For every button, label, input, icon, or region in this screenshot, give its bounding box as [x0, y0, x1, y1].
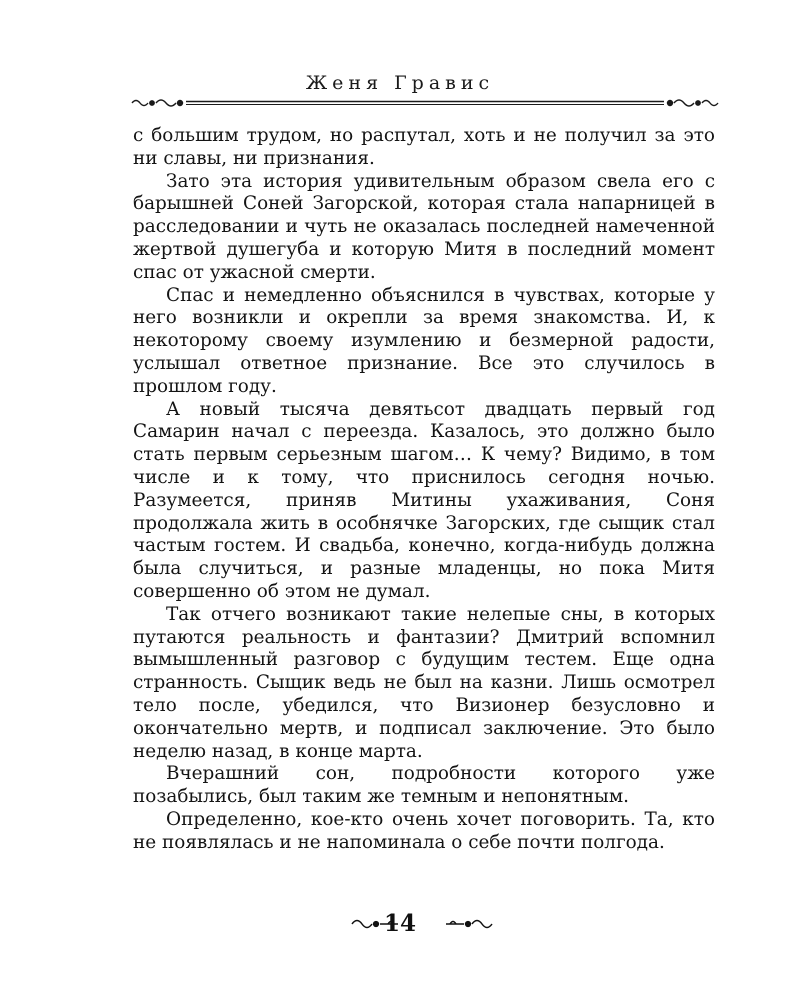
header-ornament-rule: [130, 92, 720, 114]
paragraph: Спас и немедленно объяснился в чувствах, которые у него возникли и окрепли за время знакомства. И, к некоторому своему изумлению и безмерной радости, услышал ответное признание. Все это случилось в прошлом году.: [133, 284, 715, 397]
running-header-title: Женя Гравис: [305, 72, 495, 94]
paragraph: Определенно, кое-кто очень хочет поговорить. Та, кто не появлялась и не напоминала о себе почти полгода.: [133, 808, 715, 853]
body-text: [133, 125, 715, 855]
left-flourish-icon: [132, 100, 183, 106]
paragraph: с большим трудом, но распутал, хоть и не получил за это ни славы, ни признания.: [133, 125, 715, 169]
right-flourish-icon: [668, 100, 719, 106]
paragraph: Так отчего возникают такие нелепые сны, в которых путаются реальность и фантазии? Дмитрий вспомнил вымышленный разговор с будущим тестем. Еще одна странность. Сыщик ведь не был на казни. Лишь осмотрел тело после, убедился, что Визионер безусловно и окончательно мертв, и подписал заключение. Это было неделю назад, в конце марта.: [133, 603, 715, 762]
paragraph: А новый тысяча девятьсот двадцать первый год Самарин начал с переезда. Казалось, это должно было стать первым серьезным шагом… К чему? Видимо, в том числе и к тому, что приснилось сегодня ночью. Разумеется, приняв Митины ухаживания, Соня продолжала жить в особнячке Загорских, где сыщик стал частым гостем. И свадьба, конечно, когда-нибудь должна была случиться, и разные младенцы, но пока Митя совершенно об этом не думал.: [133, 398, 715, 602]
paragraph: Зато эта история удивительным образом свела его с барышней Соней Загорской, которая стала напарницей в расследовании и чуть не оказалась последней намеченной жертвой душегуба и которую Митя в последний момент спас от ужасной смерти.: [133, 170, 715, 283]
folio: [0, 906, 800, 942]
paragraph: Вчерашний сон, подробности которого уже позабылись, был таким же темным и непонятным.: [133, 763, 715, 808]
folio-right-flourish-icon: [444, 914, 494, 934]
page-number: 14: [383, 910, 416, 937]
